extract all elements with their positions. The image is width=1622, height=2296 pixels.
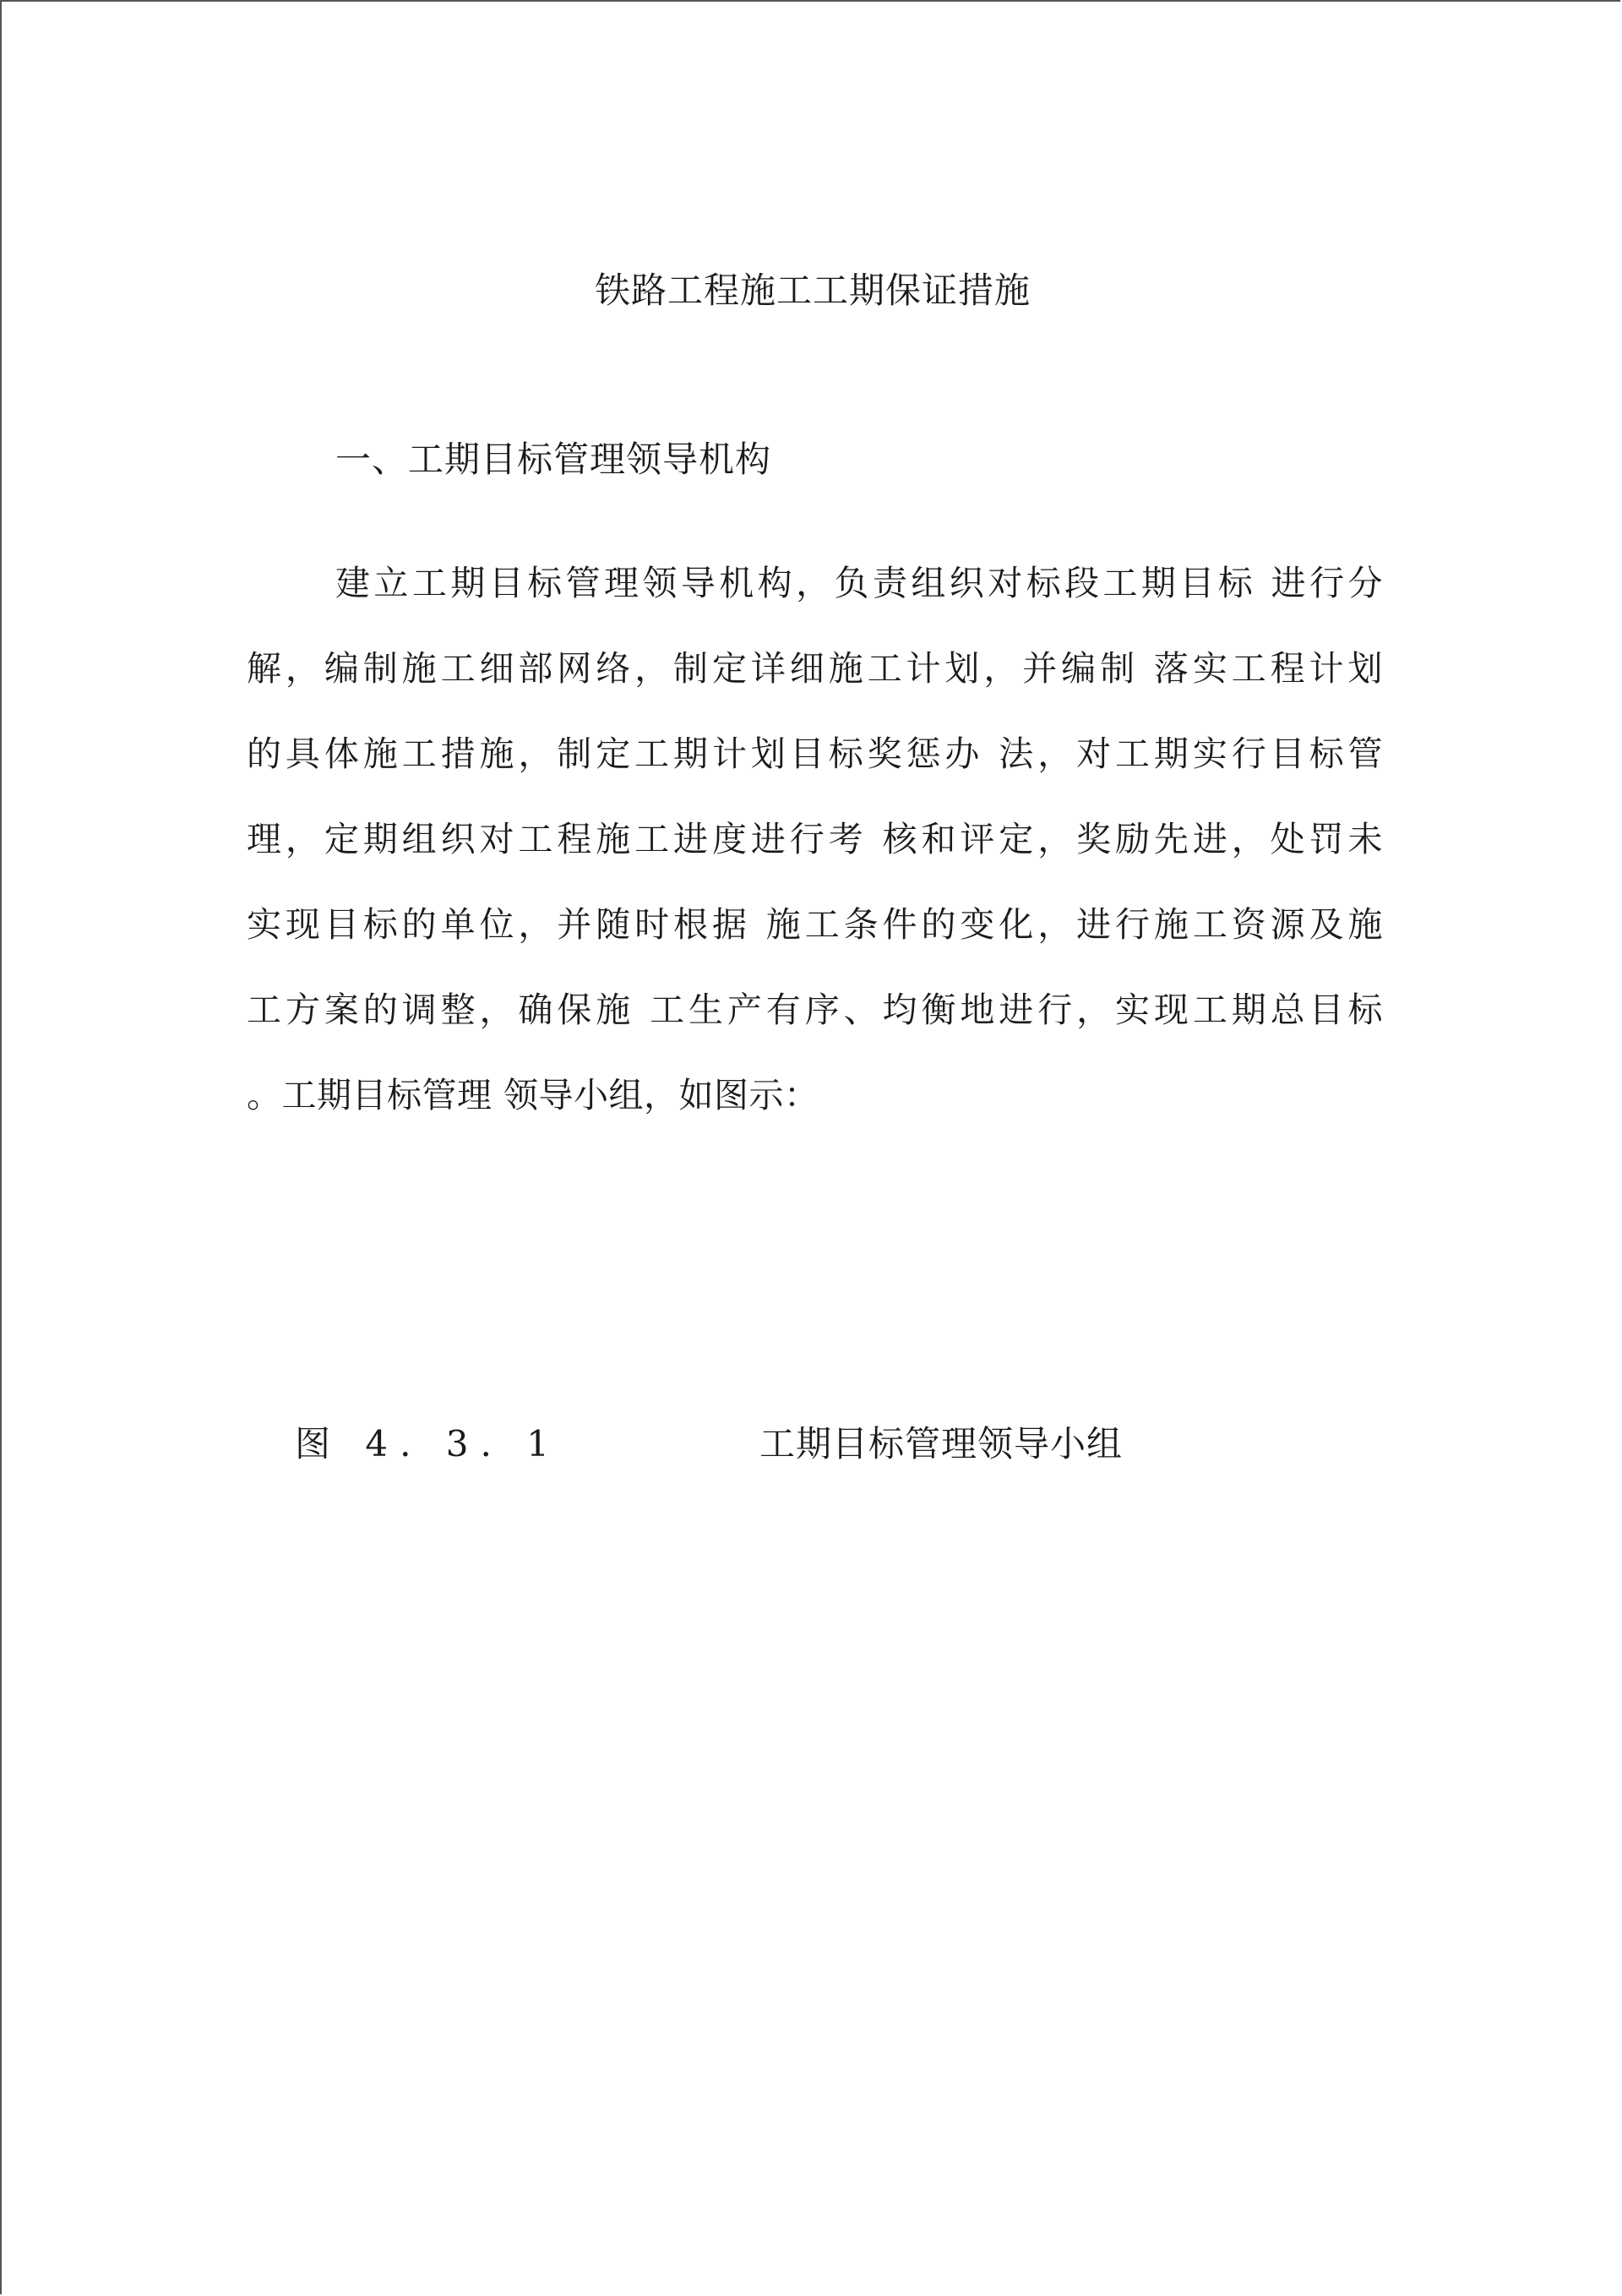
- figure-number: 图 4. 3. 1: [295, 1423, 561, 1464]
- paragraph-line: 的具体施工措施，制定工期计划目标奖惩办 法，对工期实行目标管: [247, 734, 1383, 774]
- document-title: 铁路工程施工工期保证措施: [594, 270, 1031, 311]
- paragraph-line: 解，编制施工细部网络，制定详细施工计划，并编制 落实工程计划: [247, 648, 1383, 689]
- paragraph-line: 理，定期组织对工程施工进度进行考 核和评定，奖励先进，处罚未: [247, 819, 1383, 859]
- paragraph-line: 建立工期目标管理领导机构，负责组织对标段工期目标 进行分: [335, 563, 1383, 603]
- figure-title: 工期目标管理领导小组: [759, 1423, 1124, 1464]
- paragraph-line: 实现目标的单位，并随时根据 施工条件的变化，进行施工资源及施: [247, 904, 1383, 945]
- paragraph-line: 工方案的调整，确保施 工生产有序、均衡地进行，实现工期总目标: [247, 990, 1383, 1030]
- section-heading: 一、工期目标管理领导机构: [335, 439, 772, 480]
- body-paragraph: [247, 541, 1383, 1138]
- paragraph-line: 。工期目标管理 领导小组，如图示：: [247, 1075, 819, 1115]
